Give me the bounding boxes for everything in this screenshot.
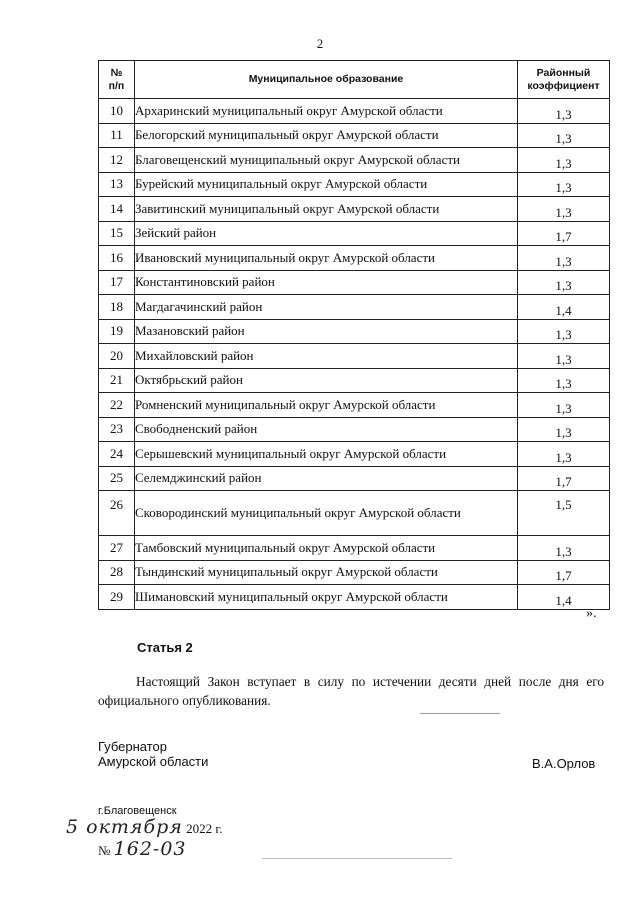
row-number: 12 bbox=[99, 148, 135, 173]
header-name: Муниципальное образование bbox=[134, 61, 517, 99]
municipality-name: Завитинский муниципальный округ Амурской области bbox=[134, 197, 517, 222]
row-number: 19 bbox=[99, 319, 135, 344]
table-row bbox=[99, 442, 610, 467]
table-row bbox=[99, 123, 610, 148]
district-coefficient: 1,3 bbox=[518, 197, 610, 222]
table-row bbox=[99, 172, 610, 197]
district-coefficient: 1,3 bbox=[518, 99, 610, 124]
district-coefficient: 1,4 bbox=[518, 585, 610, 610]
table-row bbox=[99, 491, 610, 536]
law-number-line bbox=[98, 838, 187, 860]
signer-position bbox=[98, 739, 208, 769]
page-number: 2 bbox=[316, 36, 324, 51]
header-coef: Районный коэффициент bbox=[518, 61, 610, 99]
municipality-name: Ивановский муниципальный округ Амурской области bbox=[134, 246, 517, 271]
row-number: 16 bbox=[99, 246, 135, 271]
municipality-name: Архаринский муниципальный округ Амурской области bbox=[134, 99, 517, 124]
signer-position-line2: Амурской области bbox=[98, 754, 209, 769]
scan-artifact bbox=[420, 713, 500, 714]
row-number: 28 bbox=[99, 560, 135, 585]
municipality-name: Магдагачинский район bbox=[134, 295, 517, 320]
table-row bbox=[99, 417, 610, 442]
district-coefficient: 1,3 bbox=[518, 417, 610, 442]
municipality-name: Серышевский муниципальный округ Амурской области bbox=[134, 442, 517, 467]
article-title: Статья 2 bbox=[137, 640, 193, 655]
district-coefficient: 1,3 bbox=[518, 319, 610, 344]
handwritten-date: 5 октября bbox=[66, 816, 183, 838]
signer-name: В.А.Орлов bbox=[532, 756, 596, 771]
coefficients-table bbox=[98, 60, 610, 610]
row-number: 18 bbox=[99, 295, 135, 320]
article-body: Настоящий Закон вступает в силу по истечении десяти дней после дня его официального опубликования. bbox=[98, 674, 604, 708]
row-number: 14 bbox=[99, 197, 135, 222]
district-coefficient: 1,3 bbox=[518, 393, 610, 418]
municipality-name: Мазановский район bbox=[134, 319, 517, 344]
row-number: 15 bbox=[99, 221, 135, 246]
district-coefficient: 1,3 bbox=[518, 270, 610, 295]
row-number: 10 bbox=[99, 99, 135, 124]
row-number: 25 bbox=[99, 466, 135, 491]
table-row bbox=[99, 270, 610, 295]
table-row bbox=[99, 197, 610, 222]
row-number: 23 bbox=[99, 417, 135, 442]
row-number: 27 bbox=[99, 536, 135, 561]
row-number: 22 bbox=[99, 393, 135, 418]
table-row bbox=[99, 560, 610, 585]
municipality-name: Сковородинский муниципальный округ Амурской области bbox=[134, 491, 517, 536]
district-coefficient: 1,3 bbox=[518, 246, 610, 271]
table-row bbox=[99, 585, 610, 610]
closing-quote: ». bbox=[586, 606, 597, 621]
row-number: 21 bbox=[99, 368, 135, 393]
district-coefficient: 1,7 bbox=[518, 221, 610, 246]
municipality-name: Бурейский муниципальный округ Амурской области bbox=[134, 172, 517, 197]
scan-artifact bbox=[262, 858, 452, 859]
row-number: 26 bbox=[99, 491, 135, 536]
municipality-name: Ромненский муниципальный округ Амурской области bbox=[134, 393, 517, 418]
table-row bbox=[99, 99, 610, 124]
row-number: 20 bbox=[99, 344, 135, 369]
table-row bbox=[99, 536, 610, 561]
municipality-name: Благовещенский муниципальный округ Амурской области bbox=[134, 148, 517, 173]
municipality-name: Константиновский район bbox=[134, 270, 517, 295]
table-header-row bbox=[99, 61, 610, 99]
district-coefficient: 1,7 bbox=[518, 466, 610, 491]
district-coefficient: 1,4 bbox=[518, 295, 610, 320]
municipality-name: Белогорский муниципальный округ Амурской области bbox=[134, 123, 517, 148]
city: г.Благовещенск bbox=[98, 805, 177, 817]
row-number: 13 bbox=[99, 172, 135, 197]
district-coefficient: 1,3 bbox=[518, 148, 610, 173]
district-coefficient: 1,3 bbox=[518, 368, 610, 393]
table-row bbox=[99, 246, 610, 271]
municipality-name: Михайловский район bbox=[134, 344, 517, 369]
table-row bbox=[99, 148, 610, 173]
district-coefficient: 1,5 bbox=[518, 491, 610, 536]
table-body bbox=[99, 99, 610, 610]
municipality-name: Октябрьский район bbox=[134, 368, 517, 393]
row-number: 11 bbox=[99, 123, 135, 148]
row-number: 24 bbox=[99, 442, 135, 467]
municipality-name: Свободненский район bbox=[134, 417, 517, 442]
district-coefficient: 1,3 bbox=[518, 123, 610, 148]
table-row bbox=[99, 319, 610, 344]
table-row bbox=[99, 393, 610, 418]
district-coefficient: 1,3 bbox=[518, 172, 610, 197]
district-coefficient: 1,3 bbox=[518, 536, 610, 561]
district-coefficient: 1,7 bbox=[518, 560, 610, 585]
signer-position-line1: Губернатор bbox=[98, 739, 167, 754]
district-coefficient: 1,3 bbox=[518, 344, 610, 369]
number-prefix: № bbox=[98, 843, 111, 858]
table-row bbox=[99, 221, 610, 246]
row-number: 29 bbox=[99, 585, 135, 610]
table-row bbox=[99, 295, 610, 320]
year: 2022 г. bbox=[186, 821, 223, 836]
municipality-name: Тындинский муниципальный округ Амурской области bbox=[134, 560, 517, 585]
handwritten-number: 162-03 bbox=[113, 838, 187, 860]
municipality-name: Тамбовский муниципальный округ Амурской области bbox=[134, 536, 517, 561]
table-row bbox=[99, 368, 610, 393]
municipality-name: Шимановский муниципальный округ Амурской области bbox=[134, 585, 517, 610]
municipality-name: Зейский район bbox=[134, 221, 517, 246]
date-line bbox=[66, 816, 222, 838]
row-number: 17 bbox=[99, 270, 135, 295]
table-row bbox=[99, 466, 610, 491]
header-num: № п/п bbox=[99, 61, 135, 99]
district-coefficient: 1,3 bbox=[518, 442, 610, 467]
table-row bbox=[99, 344, 610, 369]
municipality-name: Селемджинский район bbox=[134, 466, 517, 491]
